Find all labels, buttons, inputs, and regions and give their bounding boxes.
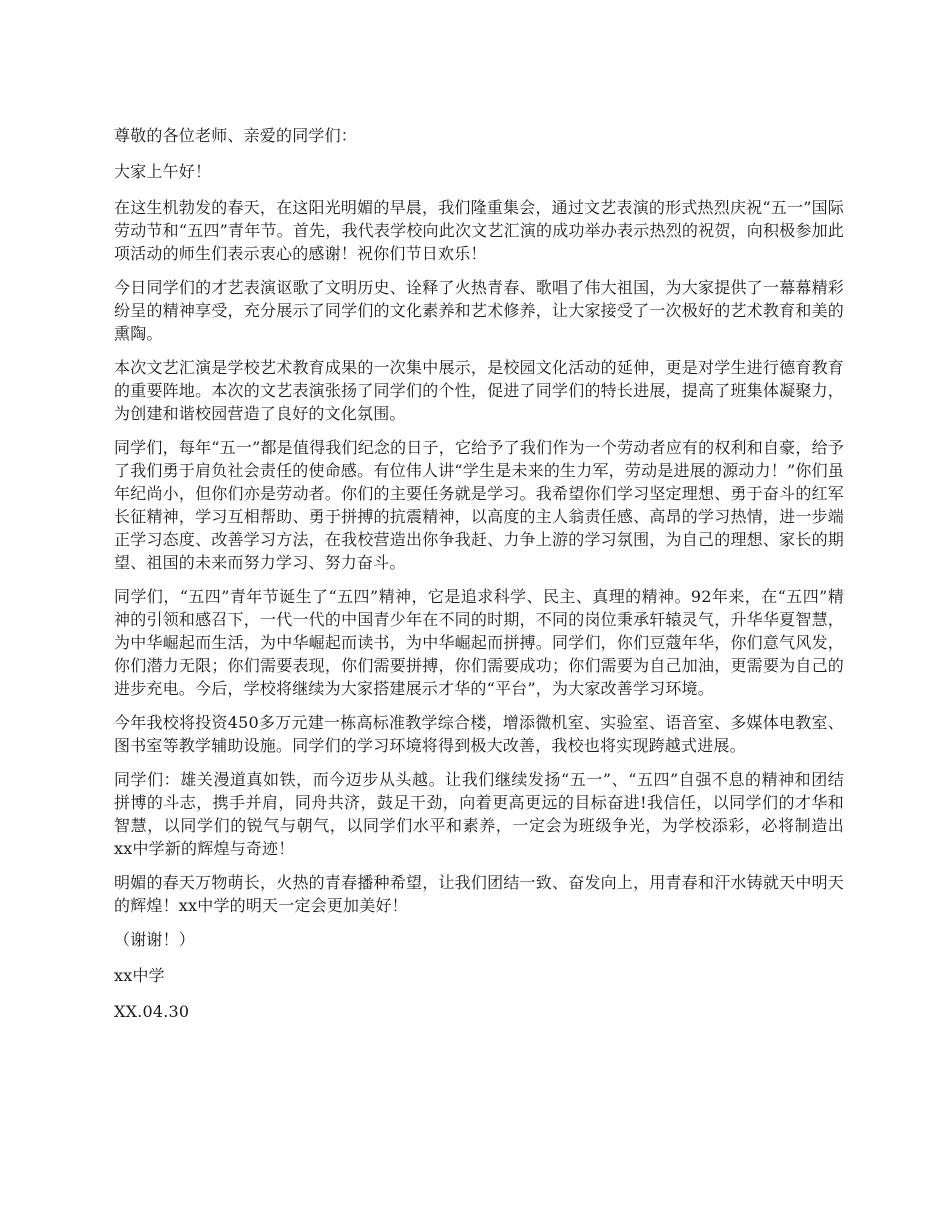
paragraph-performance: 今日同学们的才艺表演讴歌了文明历史、诠释了火热青春、歌唱了伟大祖国，为大家提供了一幕幕精彩纷呈的精神享受，充分展示了同学们的文化素养和艺术修养，让大家接受了一次极好的艺术教育和美的熏陶。 (114, 278, 844, 343)
paragraph-may-fourth: 同学们，“五四”青年节诞生了“五四”精神，它是追求科学、民主、真理的精神。92年来，在“五四”精神的引领和感召下，一代一代的中国青少年在不同的时期，不同的岗位秉承轩辕灵气，升华华夏智慧，为中华崛起而生活，为中华崛起而读书，为中华崛起而拼搏。同学们，你们豆蔻年华，你们意气风发，你们潜力无限；你们需要表现，你们需要拼搏，你们需要成功；你们需要为自己加油，更需要为自己的进步充电。今后，学校将继续为大家搭建展示才华的“平台”，为大家改善学习环境。 (114, 587, 844, 698)
greeting: 大家上午好！ (114, 162, 212, 181)
document-page (114, 124, 844, 1034)
date: XX.04.30 (114, 1002, 190, 1021)
salutation: 尊敬的各位老师、亲爱的同学们： (114, 126, 358, 145)
paragraph-encouragement: 同学们：雄关漫道真如铁，而今迈步从头越。让我们继续发扬“五一”、“五四”自强不息的精神和团结拼博的斗志，携手并肩，同舟共济，鼓足干劲，向着更高更远的目标奋进!我信任，以同学们的才华和智慧，以同学们的锐气与朝气，以同学们水平和素养，一定会为班级争光，为学校添彩，必将制造出xx中学新的辉煌与奇迹！ (114, 770, 844, 858)
paragraph-investment: 今年我校将投资450多万元建一栋高标准教学综合楼，增添微机室、实验室、语音室、多媒体电教室、图书室等教学辅助设施。同学们的学习环境将得到极大改善，我校也将实现跨越式进展。 (114, 713, 844, 755)
paragraph-opening: 在这生机勃发的春天，在这阳光明媚的早晨，我们隆重集会，通过文艺表演的形式热烈庆祝“五一”国际劳动节和“五四”青年节。首先，我代表学校向此次文艺汇演的成功举办表示热烈的祝贺，向积极参加此项活动的师生们表示衷心的感谢！祝你们节日欢乐！ (114, 198, 844, 263)
thanks-line: （谢谢！） (114, 930, 196, 949)
paragraph-may-first: 同学们，每年“五一”都是值得我们纪念的日子，它给予了我们作为一个劳动者应有的权利和自豪，给予了我们勇于肩负社会责任的使命感。有位伟人讲“学生是未来的生力军，劳动是进展的源动力！”你们虽年纪尚小，但你们亦是劳动者。你们的主要任务就是学习。我希望你们学习坚定理想、勇于奋斗的红军长征精神，学习互相帮助、勇于拼搏的抗震精神，以高度的主人翁责任感、高昂的学习热情，进一步端正学习态度、改善学习方法，在我校营造出你争我赶、力争上游的学习氛围，为自己的理想、家长的期望、祖国的未来而努力学习、努力奋斗。 (114, 438, 844, 572)
signature: xx中学 (114, 966, 165, 985)
paragraph-closing: 明媚的春天万物萌长，火热的青春播种希望，让我们团结一致、奋发向上，用青春和汗水铸就天中明天的辉煌！xx中学的明天一定会更加美好！ (114, 873, 844, 915)
paragraph-showcase: 本次文艺汇演是学校艺术教育成果的一次集中展示，是校园文化活动的延伸，更是对学生进行德育教育的重要阵地。本次的文艺表演张扬了同学们的个性，促进了同学们的特长进展，提高了班集体凝聚力，为创建和谐校园营造了良好的文化氛围。 (114, 358, 844, 423)
